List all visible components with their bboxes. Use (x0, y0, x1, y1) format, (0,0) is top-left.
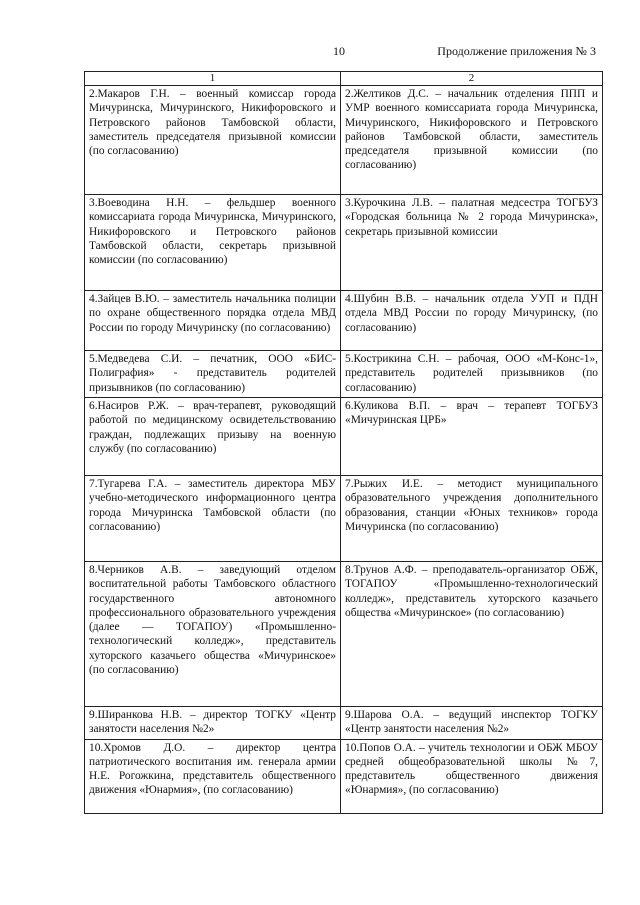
table-row (85, 351, 603, 398)
table-cell (85, 86, 341, 195)
table-cell (85, 351, 341, 398)
member-entry: 9.Шарова О.А. – ведущий инспектор ТОГКУ «Центр занятости населения №2» (345, 709, 598, 736)
member-entry: 3.Воеводина Н.Н. – фельдшер военного комиссариата города Мичуринска, Мичуринского, Никифоровского и Петровского районов Тамбовской области, секретарь призывной комиссии (по согласованию) (89, 197, 336, 267)
table-cell (85, 291, 341, 351)
table-cell (341, 398, 603, 476)
member-entry: 4.Шубин В.В. – начальник отдела УУП и ПДН отдела МВД России по городу Мичуринску, (по согласованию) (345, 293, 598, 334)
column-header-1: 1 (85, 72, 341, 86)
table-cell (341, 351, 603, 398)
member-entry: 9.Ширанкова Н.В. – директор ТОГКУ «Центр занятости населения №2» (89, 709, 336, 736)
table-cell (341, 86, 603, 195)
page-header (0, 44, 640, 62)
table-row (85, 398, 603, 476)
table-cell (341, 739, 603, 813)
member-entry: 8.Трунов А.Ф. – преподаватель-организатор ОБЖ, ТОГАПОУ «Промышленно-технологический колледж», представитель хуторского казачьего общества «Мичуринское» (по согласованию) (345, 564, 598, 619)
member-entry: 3.Курочкина Л.В. – палатная медсестра ТОГБУЗ «Городская больница № 2 города Мичуринска», секретарь призывной комиссии (345, 197, 598, 238)
column-header-2: 2 (341, 72, 603, 86)
table-cell (341, 291, 603, 351)
table-cell (341, 195, 603, 291)
table-row (85, 291, 603, 351)
table-row (85, 86, 603, 195)
member-entry: 2.Макаров Г.Н. – военный комиссар города Мичуринска, Мичуринского, Никифоровского и Петровского районов Тамбовской области, заместитель председателя призывной комиссии (по согласованию) (89, 88, 336, 158)
table-cell (85, 195, 341, 291)
continuation-label: Продолжение приложения № 3 (437, 44, 596, 58)
table-row (85, 195, 603, 291)
member-entry: 5.Кострикина С.Н. – рабочая, ООО «М-Конс-1», представитель родителей призывников (по согласованию) (345, 353, 598, 394)
table-row (85, 739, 603, 813)
table-cell (341, 707, 603, 740)
member-entry: 4.Зайцев В.Ю. – заместитель начальника полиции по охране общественного порядка отдела МВД России по городу Мичуринску (по согласованию) (89, 293, 336, 334)
member-entry: 6.Куликова В.П. – врач – терапевт ТОГБУЗ «Мичуринская ЦРБ» (345, 400, 598, 427)
table-cell (85, 707, 341, 740)
page-number: 10 (333, 44, 345, 58)
table-row (85, 707, 603, 740)
table-row (85, 476, 603, 562)
member-entry: 6.Насиров Р.Ж. – врач-терапевт, руководящий работой по медицинскому освидетельствованию граждан, подлежащих призыву на военную службу (по согласованию) (89, 400, 336, 455)
table-cell (341, 476, 603, 562)
member-entry: 10.Хромов Д.О. – директор центра патриотического воспитания им. генерала армии Н.Е. Рогожкина, представитель общественного движения «Юнармия», (по согласованию) (89, 741, 336, 797)
table-cell (85, 562, 341, 707)
members-table (84, 71, 603, 814)
member-entry: 10.Попов О.А. – учитель технологии и ОБЖ МБОУ средней общеобразовательной школы №7, представитель общественного движения «Юнармия», (по согласованию) (345, 741, 598, 797)
table-row (85, 562, 603, 707)
member-entry: 5.Медведева С.И. – печатник, ООО «БИС-Полиграфия» - представитель родителей призывников (по согласованию) (89, 353, 336, 394)
member-entry: 8.Черников А.В. – заведующий отделом воспитательной работы Тамбовского областного государственного автономного профессионального образовательного учреждения (далее — ТОГАПОУ) «Промышленно-технологический колледж», представитель хуторского казачьего общества «Мичуринское» (по согласованию) (89, 564, 336, 677)
table-header-row (85, 72, 603, 86)
member-entry: 7.Рыжих И.Е. – методист муниципального образовательного учреждения дополнительного образования, станции «Юных техников» города Мичуринска (по согласованию) (345, 478, 598, 533)
member-entry: 2.Желтиков Д.С. – начальник отделения ППП и УМР военного комиссариата города Мичуринска, Мичуринского, Никифоровского и Петровского районов Тамбовской области, заместитель председателя призывной комиссии (по согласованию) (345, 88, 598, 172)
table-cell (85, 476, 341, 562)
table-cell (341, 562, 603, 707)
table-cell (85, 739, 341, 813)
member-entry: 7.Тугарева Г.А. – заместитель директора МБУ учебно-методического информационного центра города Мичуринска Тамбовской области (по согласованию) (89, 478, 336, 533)
table-cell (85, 398, 341, 476)
